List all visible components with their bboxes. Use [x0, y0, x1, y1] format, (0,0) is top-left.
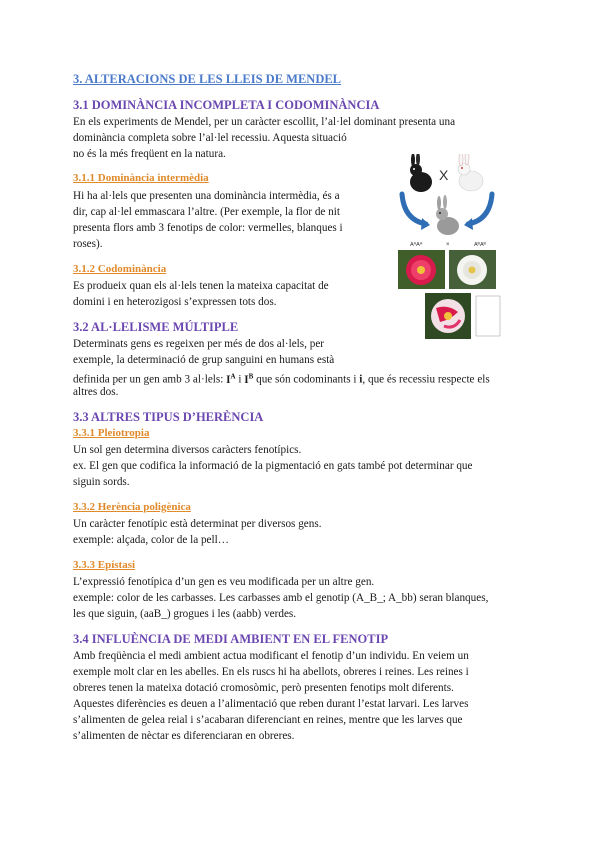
- section-3-4-line-6: s’alimenten de nèctar es diferenciaran en obreres.: [73, 730, 295, 742]
- section-3-1-heading: 3.1 DOMINÀNCIA INCOMPLETA I CODOMINÀNCIA: [73, 98, 380, 112]
- flower-right-label: AᴮAᴮ: [474, 242, 486, 248]
- section-3-4-line-1: Amb freqüència el medi ambient actua modificant el fenotip d’un individu. En veiem un: [73, 650, 469, 662]
- allele-ib: $I^B$: [244, 372, 254, 386]
- section-3-3-3-heading: 3.3.3 Epístasi: [73, 559, 136, 571]
- section-3-2-line-3-start: definida per un gen amb 3 al·lels:: [73, 373, 227, 386]
- section-3-2-line-4: altres dos.: [73, 386, 119, 398]
- section-3-3-3-line-3: les que siguin, (aaB_) grogues i les (aabb) verdes.: [73, 608, 297, 620]
- section-3-1-2-line-1: Es produeix quan els al·lels tenen la mateixa capacitat de: [73, 280, 329, 292]
- section-3-3-3-line-2: exemple: color de les carbasses. Les carbasses amb el genotip (A_B_; A_bb) seran blanques,: [73, 592, 489, 604]
- section-3-3-heading: 3.3 ALTRES TIPUS D’HERÈNCIA: [73, 410, 264, 424]
- section-3-2-line-3-end: , que és recessiu respecte els: [362, 373, 490, 386]
- flower-cross-figure: [396, 240, 504, 340]
- section-3-2-line-1: Determinats gens es regeixen per més de dos al·lels, per: [73, 338, 325, 350]
- section-3-3-1-line-1: Un sol gen determina diversos caràcters fenotípics.: [73, 444, 302, 456]
- section-3-4-line-2: exemple molt clar en les abelles. En els ruscs hi ha abellots, obreres i reines. Les reines i: [73, 666, 469, 678]
- section-3-1-2-heading: 3.1.2 Codominància: [73, 263, 167, 275]
- empty-image-frame: [476, 296, 500, 336]
- section-3-2-line-3-mid: que són codominants i: [253, 373, 360, 386]
- section-3-3-1-line-3: siguin sords.: [73, 476, 130, 488]
- black-rabbit-icon: [410, 154, 432, 192]
- right-arrow-head-icon: [464, 218, 473, 230]
- section-3-1-1-heading: 3.1.1 Dominància intermèdia: [73, 172, 209, 184]
- section-3-4-line-4: Aquestes diferències es deuen a l’alimentació que reben durant l’estat larvari. Les larves: [73, 698, 469, 710]
- section-3-1-line-3: no és la més freqüent en la natura.: [73, 148, 226, 160]
- section-3-3-1-heading: 3.3.1 Pleiotropia: [73, 427, 150, 439]
- section-3-1-1-line-4: roses).: [73, 238, 103, 250]
- section-3-2-line-2: exemple, la determinació de grup sanguini en humans està: [73, 354, 335, 366]
- section-3-4-line-3: obreres tenen la mateixa dotació cromosòmic, però presenten fenotips molt diferents.: [73, 682, 454, 694]
- section-3-1-1-line-3: presenta flors amb 3 fenotips de color: vermelles, blanques i: [73, 222, 343, 234]
- left-arrow-head-icon: [421, 218, 430, 230]
- section-3-3-2-line-1: Un caràcter fenotípic està determinat per diversos gens.: [73, 518, 322, 530]
- rabbit-cross-symbol: X: [439, 167, 449, 183]
- section-3-1-2-line-2: domini i en heterozigosi s’expressen tots dos.: [73, 296, 277, 308]
- flower-cross-symbol: ×: [446, 242, 450, 248]
- and-word: i: [235, 373, 245, 386]
- section-3-2-line-3: [73, 368, 490, 388]
- section-3-1-1-line-2: dir, cap al·lel emmascara l’altre. (Per exemple, la flor de nit: [73, 206, 340, 218]
- flower-images: [396, 250, 504, 340]
- section-3-1-line-1: En els experiments de Mendel, per un caràcter escollit, l’al·lel dominant presenta una: [73, 116, 456, 128]
- rabbit-cross-figure: [388, 154, 506, 246]
- section-3-3-3-line-1: L’expressió fenotípica d’un gen es veu modificada per un altre gen.: [73, 576, 375, 588]
- white-camellia-image: [449, 250, 496, 289]
- document-title: 3. ALTERACIONS DE LES LLEIS DE MENDEL: [73, 72, 342, 86]
- flower-left-label: AᴬAᴬ: [410, 242, 423, 248]
- section-3-4-heading: 3.4 INFLUÈNCIA DE MEDI AMBIENT EN EL FENOTIP: [73, 632, 389, 646]
- red-camellia-image: [398, 250, 445, 289]
- section-3-2-heading: 3.2 AL·LELISME MÚLTIPLE: [73, 320, 239, 334]
- white-rabbit-icon: [458, 154, 483, 191]
- variegated-camellia-image: [425, 293, 471, 339]
- section-3-3-1-line-2: ex. El gen que codifica la informació de la pigmentació en gats també pot determinar que: [73, 460, 473, 472]
- allele-ia: $I^A$: [226, 372, 236, 386]
- gray-rabbit-icon: [436, 195, 459, 235]
- section-3-4-line-5: s’alimenten de gelea reial i s’acabaran diferenciant en reines, mentre que les larves que: [73, 714, 463, 726]
- section-3-3-2-line-2: exemple: alçada, color de la pell…: [73, 534, 229, 546]
- section-3-1-line-2: dominància completa sobre l’al·lel recessiu. Aquesta situació: [73, 132, 347, 144]
- section-3-1-1-line-1: Hi ha al·lels que presenten una dominància intermèdia, és a: [73, 190, 340, 202]
- allele-i: i: [359, 373, 363, 386]
- section-3-3-2-heading: 3.3.2 Herència poligènica: [73, 501, 191, 513]
